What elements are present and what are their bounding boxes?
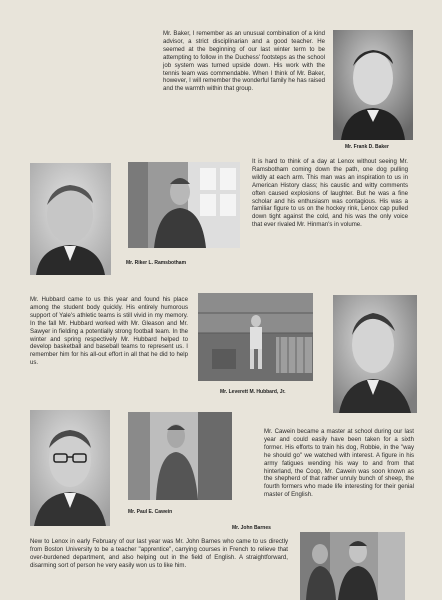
cawein-doorway-photo [128,412,232,500]
baker-paragraph: Mr. Baker, I remember as an unusual combination of a kind advisor, a strict disciplinarian and a good teacher. He seemed at the beginning of our last winter term to be attempting to follow in the Duchess' footsteps as the school job system was turned upside down. His work with the tennis team was commendable. When I think of Mr. Baker, however, I will remember the wonderful family he has raised and the warmth within that group. [163,30,325,93]
baker-portrait-photo [333,30,413,140]
hubbard-paragraph: Mr. Hubbard came to us this year and found his place among the student body quickly. His entirely humorous support of Yale's athletic teams is still vivid in my memory. In the fall Mr. Hubbard worked with Mr. Gleason and Mr. Sawyer in fielding a potentially strong football team. In the winter and spring respectively Mr. Hubbard helped to develop basketball and baseball teams to represent us. I remember him for his all-out effort in all that he did to help us. [30,296,188,367]
hubbard-portrait-photo [333,295,417,413]
ramsbotham-paragraph: It is hard to think of a day at Lenox without seeing Mr. Ramsbotham coming down the path, one dog pulling wildly at each arm. This man was an inspiration to us in American History class; his caustic and witty comments often caused explosions of laughter. But he was a fine scholar and his enthusiasm was contagious. His was a familiar figure to us on the hockey rink, Lenox cap pulled down tight against the cold, and his was the only voice that ever rivaled Mr. Hinman's in volume. [252,158,408,229]
ramsbotham-closeup-photo [30,163,111,275]
cawein-caption: Mr. Paul E. Cawein [128,509,173,515]
hubbard-caption: Mr. Leverett M. Hubbard, Jr. [220,389,286,395]
ramsbotham-caption: Mr. Riker L. Ramsbotham [126,260,187,266]
barnes-caption: Mr. John Barnes [232,525,271,531]
barnes-portrait-photo [300,532,405,600]
barnes-paragraph: New to Lenox in early February of our last year was Mr. John Barnes who came to us directly from Boston University to be a teacher "apprentice", carrying courses in French to relieve that over-burdened department, and also helping out in the field of English. A straightforward, disarming sort of person he very easily won us to like him. [30,538,288,569]
cawein-portrait-photo [30,410,110,526]
cawein-paragraph: Mr. Cawein became a master at school during our last year and could easily have been taken for a sixth former. His efforts to train his dog, Robbie, in the "way he should go" we watched with interest. A figure in his army fatigues wending his way to and from that hinterland, the Coop, Mr. Cawein was soon known as the shepherd of that rather unruly bunch of sheep, the fourth formers who made life interesting for their genial master of English. [264,428,414,499]
hubbard-gym-photo [198,293,313,381]
ramsbotham-window-photo [128,162,240,248]
baker-caption: Mr. Frank D. Baker [345,144,389,150]
